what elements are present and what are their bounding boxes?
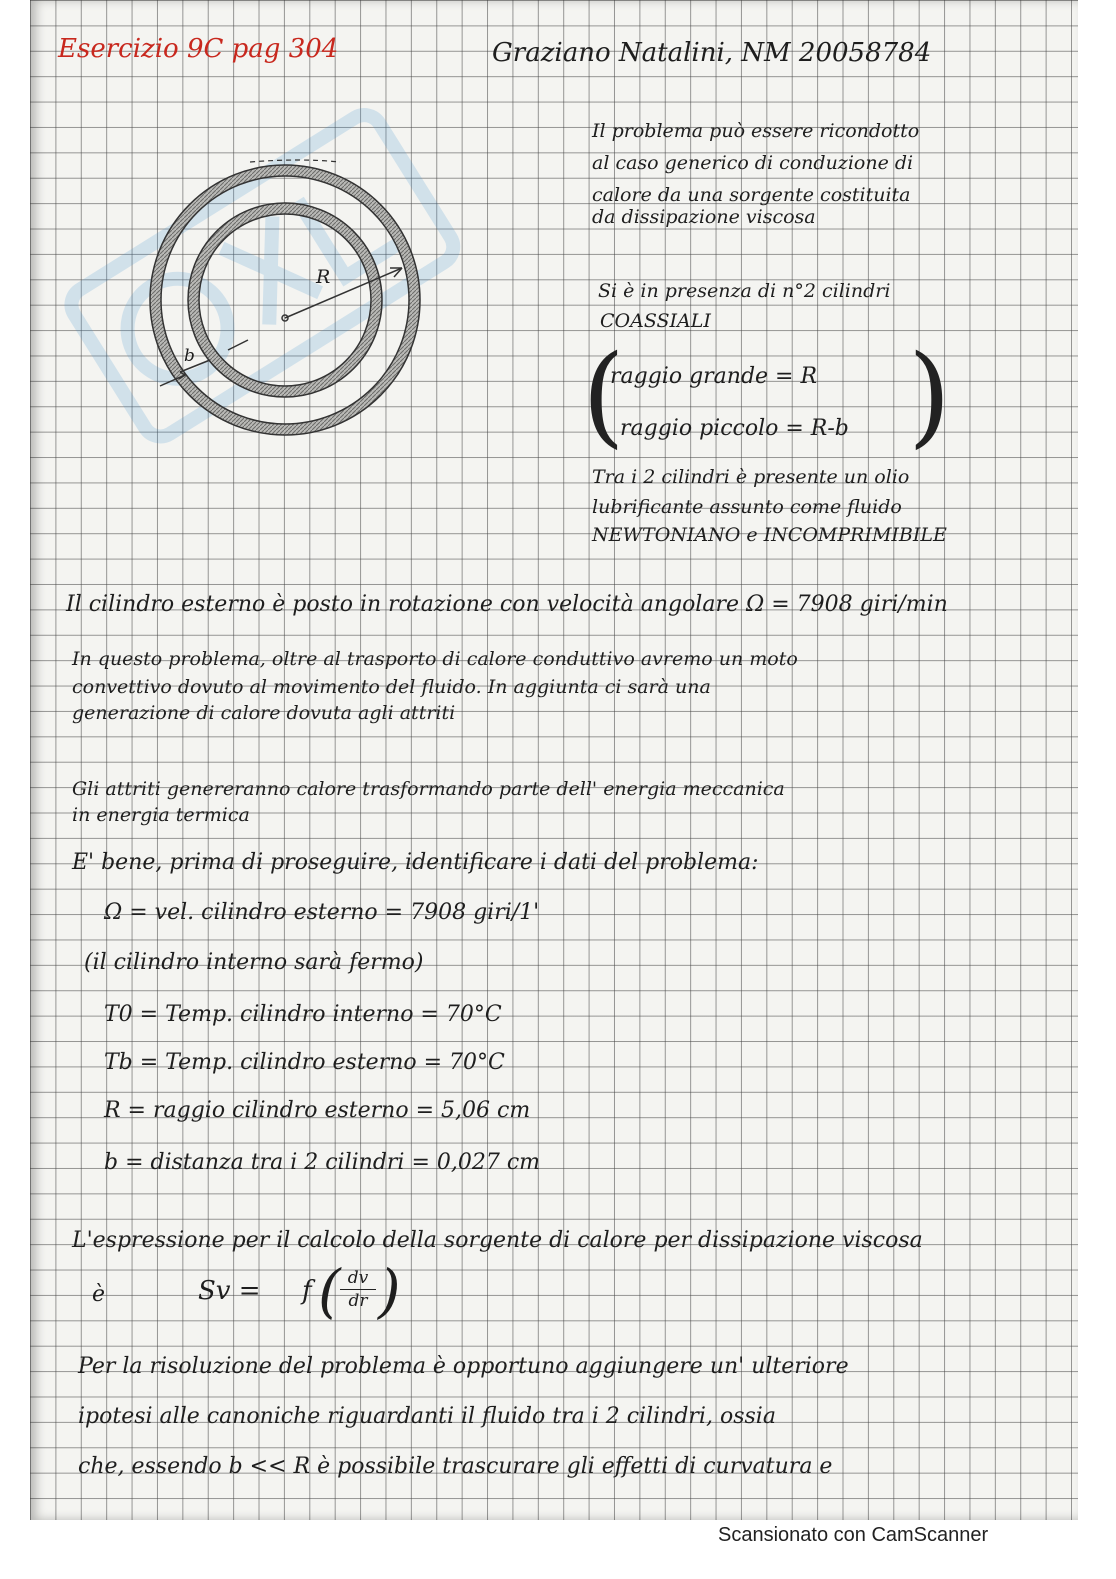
camscanner-footer: Scansionato con CamScanner [718,1524,989,1546]
intro-line-3: calore da una sorgente costituita [592,184,911,206]
fraction-bar [340,1289,376,1290]
radius-big: raggio grande = R [610,364,818,389]
paragraph-2-line-2: in energia termica [72,804,250,826]
radius-small: raggio piccolo = R-b [620,416,849,441]
formula-fraction [340,1268,376,1311]
formula-close-paren: ) [378,1257,401,1325]
cylinders-line-2: COASSIALI [600,310,711,332]
fraction-denominator: dr [348,1291,368,1311]
inner-cylinder [193,208,377,392]
paragraph-3: E' bene, prima di proseguire, identificare i dati del problema: [72,850,759,875]
data-b: b = distanza tra i 2 cilindri = 0,027 cm [104,1150,541,1175]
gap-label: b [184,346,195,366]
author-line: Graziano Natalini, NM 20058784 [492,38,932,68]
fluid-line-3: NEWTONIANO e INCOMPRIMIBILE [592,524,947,546]
intro-line-4: da dissipazione viscosa [592,206,816,228]
closing-line-3: che, essendo b << R è possibile trascurare gli effetti di curvatura e [78,1454,833,1479]
fluid-line-1: Tra i 2 cilindri è presente un olio [592,466,910,488]
paragraph-1-line-1: In questo problema, oltre al trasporto di calore conduttivo avremo un moto [72,648,798,670]
data-inner-cylinder: (il cilindro interno sarà fermo) [84,950,424,975]
fluid-line-2: lubrificante assunto come fluido [592,496,902,518]
intro-line-2: al caso generico di conduzione di [592,152,914,174]
data-r: R = raggio cilindro esterno = 5,06 cm [104,1098,531,1123]
paragraph-1-line-3: generazione di calore dovuta agli attriti [72,702,456,724]
data-t0: T0 = Temp. cilindro interno = 70°C [104,1002,502,1027]
fraction-numerator: dv [347,1268,369,1288]
data-tb: Tb = Temp. cilindro esterno = 70°C [104,1050,505,1075]
paragraph-2-line-1: Gli attriti genereranno calore trasformando parte dell' energia meccanica [72,778,785,800]
closing-line-1: Per la risoluzione del problema è opportuno aggiungere un' ulteriore [78,1354,849,1379]
expression-intro: L'espressione per il calcolo della sorgente di calore per dissipazione viscosa [72,1228,923,1253]
exercise-title: Esercizio 9C pag 304 [58,34,339,64]
formula-f: f [302,1276,312,1306]
radius-label: R [316,266,331,288]
rotation-line: Il cilindro esterno è posto in rotazione con velocità angolare Ω = 7908 giri/min [66,592,948,617]
paragraph-1-line-2: convettivo dovuto al movimento del fluido. In aggiunta ci sarà una [72,676,711,698]
cylinders-line-1: Si è in presenza di n°2 cilindri [598,280,891,302]
formula-open-paren: ( [318,1257,341,1325]
expression-e: è [92,1282,106,1307]
intro-line-1: Il problema può essere ricondotto [592,120,920,142]
coaxial-cylinders-diagram [140,150,440,450]
formula-lhs: Sv = [198,1276,261,1306]
closing-line-2: ipotesi alle canoniche riguardanti il fluido tra i 2 cilindri, ossia [78,1404,776,1429]
radius-arrow [285,268,402,318]
right-paren: ) [908,331,951,459]
data-omega: Ω = vel. cilindro esterno = 7908 giri/1' [104,900,540,925]
left-paren: ( [582,331,625,459]
